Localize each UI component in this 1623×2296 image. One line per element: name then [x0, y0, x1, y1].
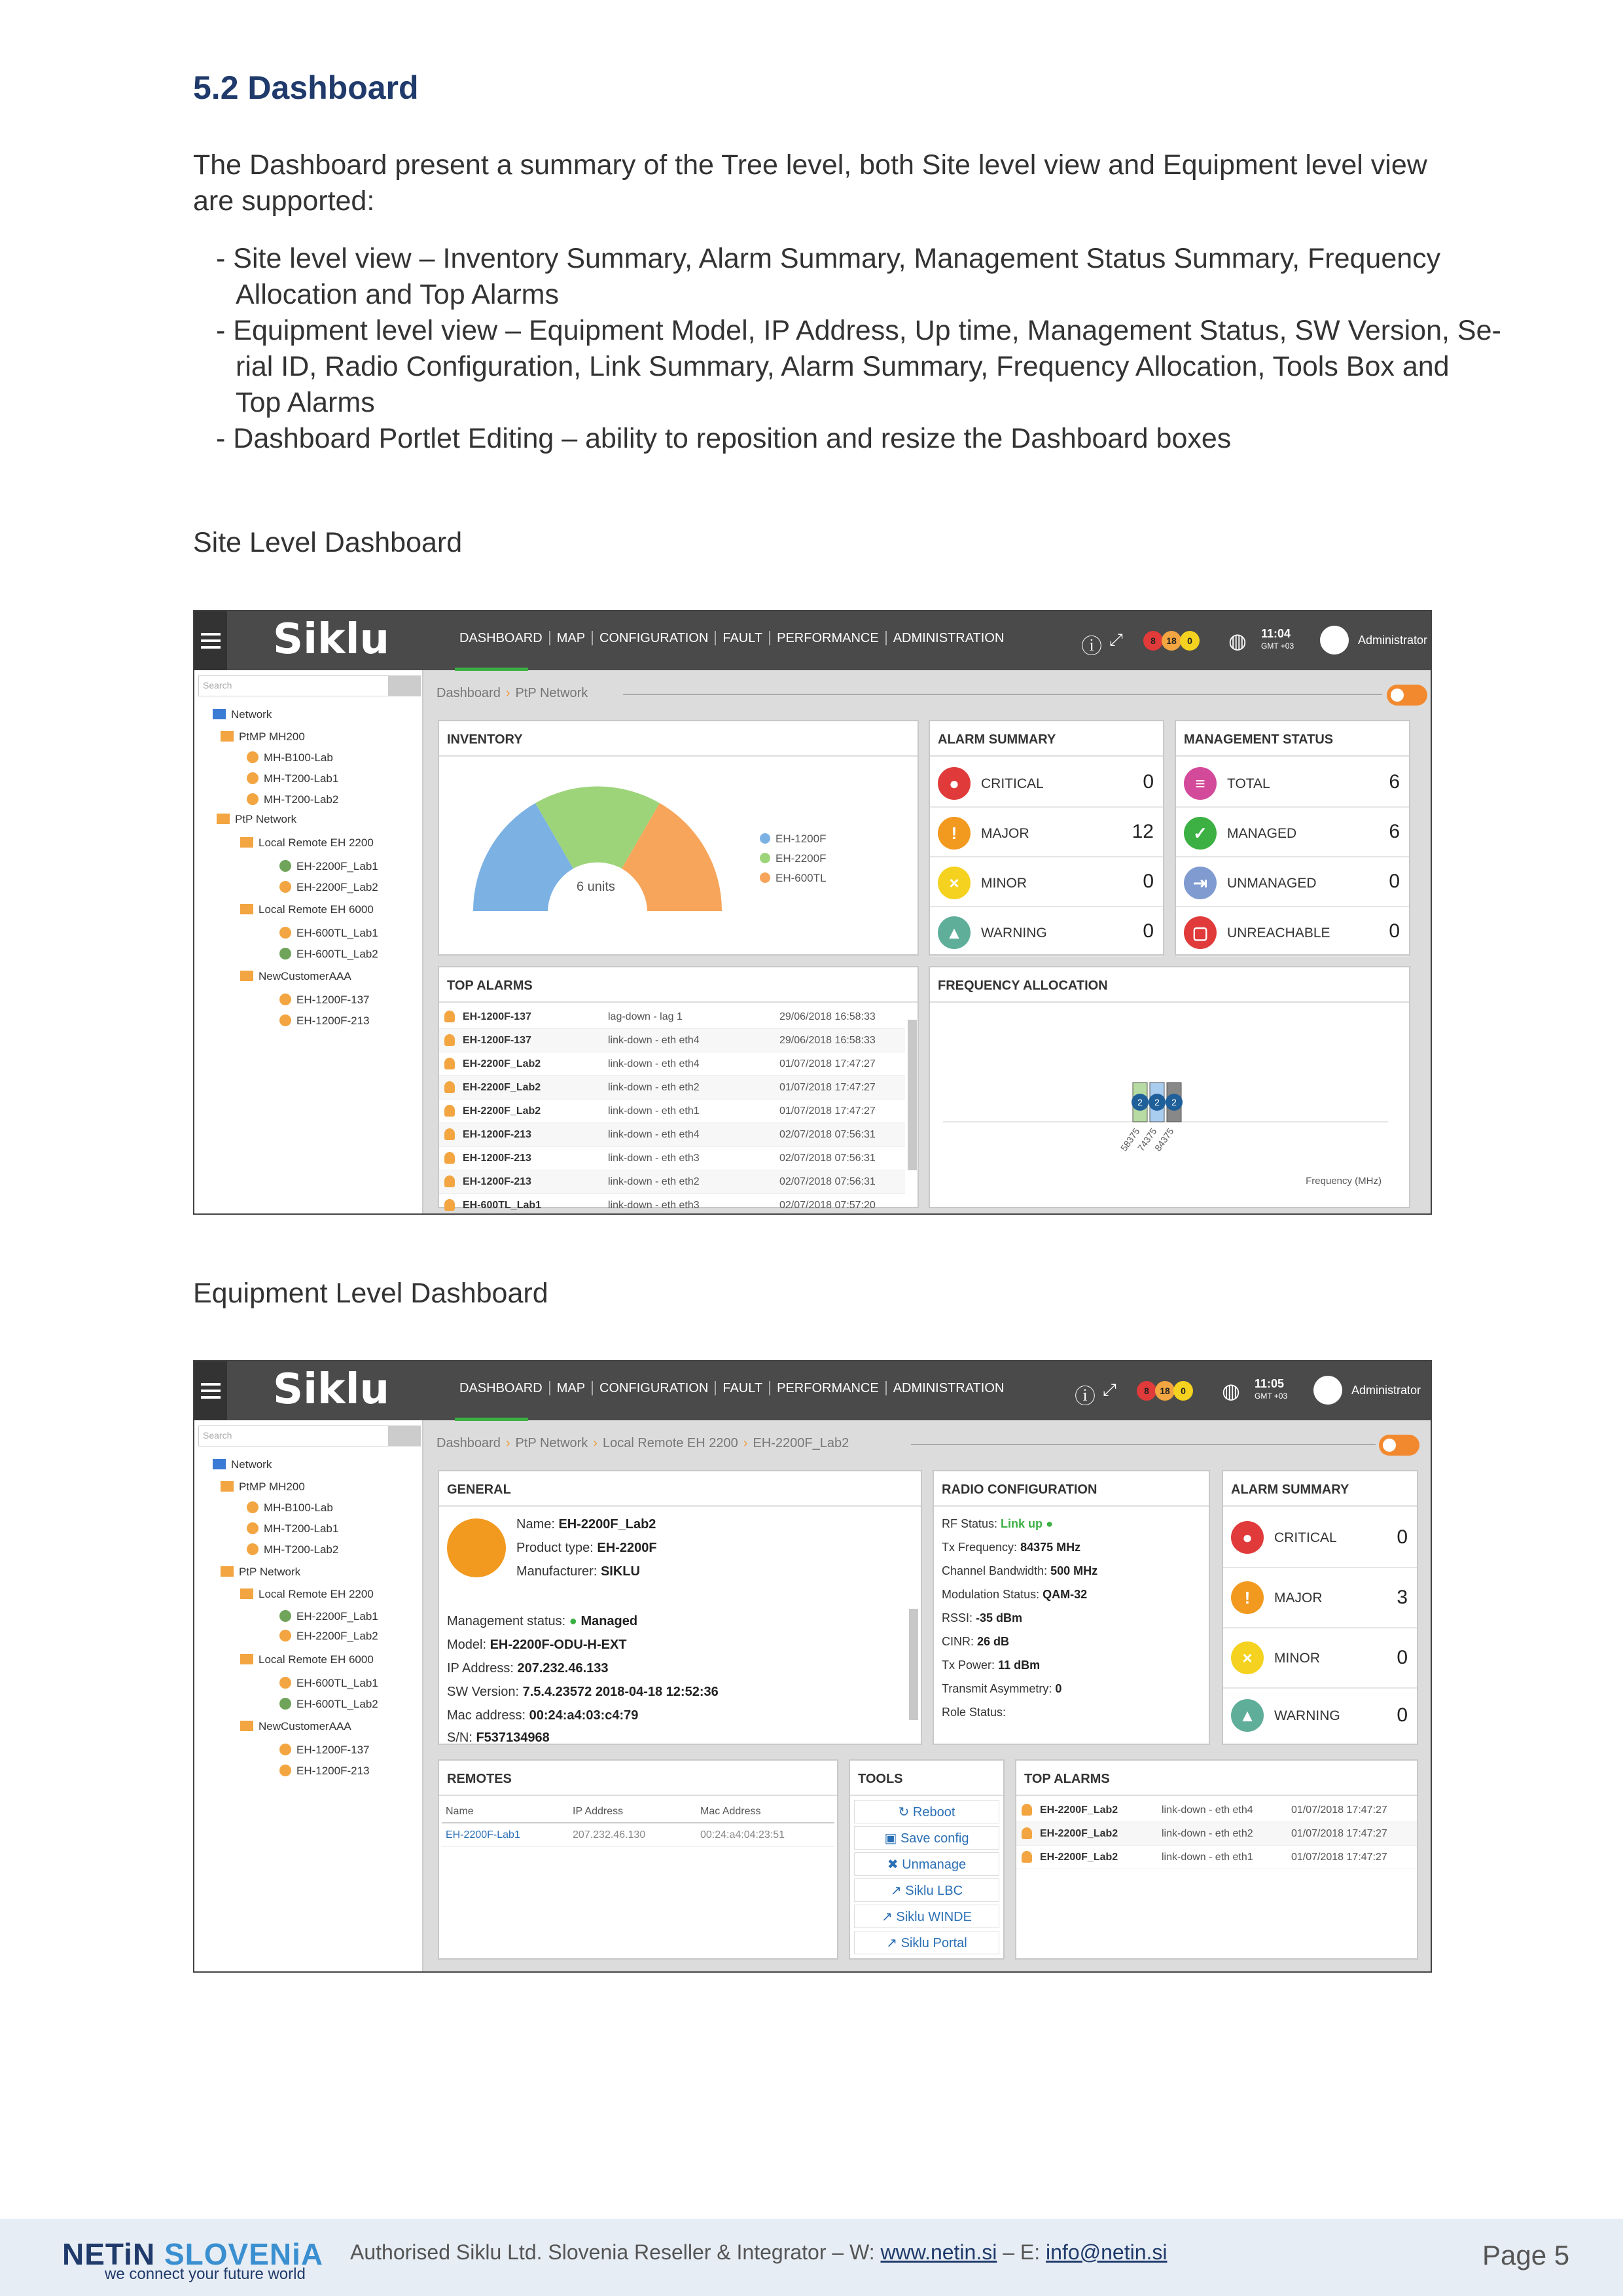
bell-icon: [444, 1152, 455, 1164]
exclamation-icon: !: [938, 817, 971, 850]
crumb-ptp-network[interactable]: PtP Network: [515, 1436, 588, 1450]
tree-eh1200f-137[interactable]: EH-1200F-137: [279, 994, 370, 1007]
alarm-description: link-down - eth eth4: [608, 1129, 700, 1140]
fullscreen-icon[interactable]: ⤢: [1103, 1380, 1116, 1399]
bell-icon: [444, 1175, 455, 1187]
crumb-dashboard[interactable]: Dashboard: [437, 686, 501, 700]
frequency-allocation-title: FREQUENCY ALLOCATION: [930, 967, 1409, 1003]
website-link[interactable]: www.netin.si: [880, 2240, 997, 2264]
siklu-logo: Siklu: [273, 615, 390, 664]
alarm-row-critical[interactable]: ● CRITICAL 0: [930, 758, 1163, 808]
legend-eh1200f: EH-1200F: [760, 829, 826, 849]
top-alarms-panel: [438, 966, 919, 1211]
alarm-timestamp: 01/07/2018 17:47:27: [1291, 1828, 1387, 1839]
alarm-row-critical[interactable]: ● CRITICAL 0: [1223, 1508, 1417, 1568]
siklu-lbc-link[interactable]: ↗ Siklu LBC: [854, 1878, 999, 1902]
check-icon: ●: [1046, 1517, 1053, 1530]
alarm-device: EH-1200F-213: [463, 1129, 531, 1140]
top-alarms-panel: [1015, 1759, 1418, 1960]
mgmt-row-unreachable[interactable]: ▢ UNREACHABLE 0: [1176, 907, 1409, 957]
freq-tick-label: 74375: [1135, 1126, 1159, 1153]
site-dashboard-screenshot: [193, 610, 1432, 1215]
user-name[interactable]: Administrator: [1351, 1384, 1421, 1397]
critical-badge[interactable]: 8: [1143, 631, 1163, 651]
bullet-equip-line2: rial ID, Radio Configuration, Link Summary, Alarm Summary, Frequency Allocation, Tools Box and: [236, 351, 1450, 382]
field-tx-power: Tx Power: 11 dBm: [942, 1659, 1041, 1672]
alarm-row-minor[interactable]: × MINOR 0: [930, 857, 1163, 907]
alarm-timestamp: 02/07/2018 07:56:31: [779, 1176, 876, 1187]
alarm-summary-title: ALARM SUMMARY: [930, 721, 1163, 757]
tree-mh-b100-lab[interactable]: MH-B100-Lab: [247, 751, 333, 764]
warning-icon: ▲: [1231, 1699, 1264, 1732]
scrollbar[interactable]: [909, 1609, 918, 1720]
general-panel: [438, 1470, 922, 1745]
warning-icon: ▲: [938, 916, 971, 949]
search-icon[interactable]: [388, 1426, 421, 1446]
inventory-title: INVENTORY: [439, 721, 918, 757]
tree-ptmp-mh200[interactable]: PtMP MH200: [221, 730, 305, 744]
management-status-title: MANAGEMENT STATUS: [1176, 721, 1409, 757]
bell-icon: [444, 1128, 455, 1140]
alarm-device: EH-1200F-137: [463, 1011, 531, 1022]
alarm-row-minor[interactable]: × MINOR 0: [1223, 1628, 1417, 1689]
freq-tick-label: 84375: [1152, 1126, 1176, 1153]
tree-newcustomeraaa[interactable]: NewCustomerAAA: [240, 970, 351, 983]
mgmt-row-unmanaged[interactable]: ⇥ UNMANAGED 0: [1176, 857, 1409, 907]
inventory-donut: [472, 780, 734, 924]
alarm-row-warning[interactable]: ▲ WARNING 0: [930, 907, 1163, 957]
field-serial: S/N: F537134968: [447, 1731, 550, 1745]
x-icon: ×: [1231, 1641, 1264, 1674]
bell-icon: [444, 1034, 455, 1046]
check-icon: ●: [569, 1614, 577, 1628]
tree-eh2200f-lab2[interactable]: EH-2200F_Lab2: [279, 881, 378, 894]
bullet-equip-line1: - Equipment level view – Equipment Model, IP Address, Up time, Management Status, SW Version, Se-: [216, 315, 1501, 346]
tree-mh-b100-lab[interactable]: MH-B100-Lab: [247, 1501, 333, 1515]
frequency-chart: [930, 1004, 1409, 1207]
clock-timezone: GMT +03: [1255, 1391, 1288, 1401]
alarm-device: EH-2200F_Lab2: [1040, 1852, 1118, 1863]
table-row[interactable]: [439, 1100, 905, 1123]
tree-local-remote-eh6000[interactable]: Local Remote EH 6000: [240, 1653, 374, 1666]
clock-time: 11:04: [1261, 627, 1291, 640]
alarm-device: EH-2200F_Lab2: [1040, 1828, 1118, 1839]
email-link[interactable]: info@netin.si: [1046, 2240, 1168, 2264]
freq-data-label: 2: [1154, 1097, 1160, 1107]
top-alarms-title: TOP ALARMS: [439, 967, 918, 1003]
save-icon: ▣: [884, 1831, 901, 1846]
breadcrumb-divider: [911, 1444, 1376, 1445]
field-channel-bandwidth: Channel Bandwidth: 500 MHz: [942, 1564, 1098, 1577]
field-modulation: Modulation Status: QAM-32: [942, 1588, 1088, 1601]
minor-badge[interactable]: 0: [1173, 1381, 1193, 1401]
alarm-timestamp: 29/06/2018 16:58:33: [779, 1011, 876, 1022]
exit-icon: ⇥: [1184, 867, 1217, 899]
globe-icon[interactable]: ◍: [1222, 1379, 1240, 1403]
alarm-description: link-down - eth eth4: [1162, 1804, 1253, 1816]
nav-configuration[interactable]: CONFIGURATION: [593, 1381, 716, 1395]
general-title: GENERAL: [439, 1471, 921, 1507]
section-heading: 5.2 Dashboard: [193, 69, 419, 106]
bell-icon: [444, 1011, 455, 1022]
alarm-timestamp: 01/07/2018 17:47:27: [779, 1082, 876, 1093]
field-rssi: RSSI: -35 dBm: [942, 1611, 1023, 1624]
field-management-status: Management status: ● Managed: [447, 1614, 638, 1628]
crumb-ptp-network[interactable]: PtP Network: [515, 686, 588, 700]
table-row[interactable]: [1016, 1822, 1417, 1846]
intro-paragraph: The Dashboard present a summary of the Tree level, both Site level view and Equipment level view are supported:: [193, 149, 1427, 217]
crumb-dashboard[interactable]: Dashboard: [437, 1436, 501, 1450]
tree-eh2200f-lab2[interactable]: EH-2200F_Lab2: [264, 1630, 419, 1643]
tree-newcustomeraaa[interactable]: NewCustomerAAA: [240, 1720, 351, 1733]
tools-title: TOOLS: [850, 1761, 1003, 1796]
nav-active-indicator: [455, 1418, 528, 1421]
bell-icon: ●: [1231, 1521, 1264, 1554]
siklu-logo: Siklu: [273, 1365, 390, 1414]
bullet-site-line1: - Site level view – Inventory Summary, Alarm Summary, Management Status Summary, Frequency: [216, 243, 1441, 274]
tree-eh600tl-lab1[interactable]: EH-600TL_Lab1: [279, 927, 378, 940]
table-row[interactable]: [439, 1052, 905, 1076]
bell-icon: [444, 1199, 455, 1211]
unreachable-icon: ▢: [1184, 916, 1217, 949]
field-manufacturer: Manufacturer: SIKLU: [516, 1564, 640, 1579]
nav-map[interactable]: MAP: [550, 631, 593, 645]
tree-mh-t200-lab1[interactable]: MH-T200-Lab1: [247, 772, 338, 785]
alarm-timestamp: 02/07/2018 07:56:31: [779, 1129, 876, 1140]
app-topbar: [194, 1361, 1431, 1420]
table-row[interactable]: [439, 1170, 905, 1194]
alarm-row-major[interactable]: ! MAJOR 12: [930, 808, 1163, 857]
radio-configuration-title: RADIO CONFIGURATION: [934, 1471, 1209, 1507]
alarm-summary-panel: [929, 720, 1164, 956]
table-row[interactable]: [1016, 1846, 1417, 1869]
alarm-description: link-down - eth eth3: [608, 1153, 700, 1164]
breadcrumb-divider: [623, 694, 1382, 695]
footer-text: Authorised Siklu Ltd. Slovenia Reseller & Integrator – W: www.netin.si – E: info@netin.si: [350, 2240, 1168, 2264]
alarm-timestamp: 29/06/2018 16:58:33: [779, 1035, 876, 1046]
nav-active-indicator: [455, 668, 528, 671]
table-row[interactable]: [1016, 1799, 1417, 1822]
alarm-row-warning[interactable]: ▲ WARNING 0: [1223, 1689, 1417, 1744]
alarm-description: lag-down - lag 1: [608, 1011, 683, 1022]
netin-tagline: we connect your future world: [105, 2265, 306, 2283]
refresh-icon: ↻: [898, 1805, 913, 1820]
alarm-description: link-down - eth eth2: [1162, 1828, 1253, 1839]
management-status-panel: [1175, 720, 1410, 956]
alarm-device: EH-600TL_Lab1: [463, 1200, 542, 1211]
tree-ptmp-mh200[interactable]: PtMP MH200: [221, 1480, 305, 1494]
menu-icon[interactable]: [194, 1361, 227, 1420]
tools-panel: [849, 1759, 1005, 1960]
alarm-description: link-down - eth eth4: [608, 1058, 700, 1069]
freq-data-label: 2: [1137, 1097, 1143, 1107]
field-tx-frequency: Tx Frequency: 84375 MHz: [942, 1541, 1081, 1554]
nav-fault[interactable]: FAULT: [716, 631, 770, 645]
alarm-device: EH-1200F-137: [463, 1035, 531, 1046]
table-row[interactable]: [439, 1029, 905, 1052]
tree-ptp-network[interactable]: PtP Network: [217, 813, 419, 826]
clock-time: 11:05: [1255, 1377, 1285, 1390]
main-nav: [453, 1381, 1010, 1396]
nav-dashboard[interactable]: DASHBOARD: [453, 631, 550, 645]
remotes-header-row: Name IP Address Mac Address: [442, 1800, 834, 1823]
crumb-equipment[interactable]: EH-2200F_Lab2: [753, 1436, 849, 1450]
table-row[interactable]: [439, 1194, 905, 1215]
app-topbar: [194, 611, 1431, 670]
user-name[interactable]: Administrator: [1358, 634, 1428, 647]
page-number: Page 5: [1482, 2240, 1570, 2270]
remotes-title: REMOTES: [439, 1761, 837, 1796]
network-tree-sidebar: [194, 670, 423, 1213]
site-dashboard-caption: Site Level Dashboard: [193, 527, 463, 558]
tree-eh2200f-lab1[interactable]: EH-2200F_Lab1: [279, 860, 378, 873]
bell-icon: ●: [938, 767, 971, 800]
remotes-table: [442, 1800, 834, 1847]
reboot-button[interactable]: ↻ Reboot: [854, 1800, 999, 1823]
globe-icon[interactable]: ◍: [1228, 629, 1247, 653]
tree-local-remote-eh2200[interactable]: Local Remote EH 2200: [240, 1588, 374, 1601]
alarm-device: EH-2200F_Lab2: [1040, 1804, 1118, 1816]
field-mac-address: Mac address: 00:24:a4:03:c4:79: [447, 1708, 639, 1723]
bell-icon: [444, 1105, 455, 1117]
alarm-description: link-down - eth eth1: [608, 1105, 700, 1117]
alarm-description: link-down - eth eth4: [608, 1035, 700, 1046]
inventory-panel: [438, 720, 919, 956]
alarm-description: link-down - eth eth3: [608, 1200, 700, 1211]
field-transmit-asymmetry: Transmit Asymmetry: 0: [942, 1682, 1062, 1695]
field-sw-version: SW Version: 7.5.4.23572 2018-04-18 12:52:36: [447, 1685, 719, 1699]
equipment-dashboard-caption: Equipment Level Dashboard: [193, 1278, 548, 1309]
user-avatar-icon[interactable]: [1313, 1376, 1342, 1405]
nav-performance[interactable]: PERFORMANCE: [770, 631, 887, 645]
alarm-row-major[interactable]: ! MAJOR 3: [1223, 1568, 1417, 1628]
tree-search-input[interactable]: Search: [198, 675, 389, 696]
nav-map[interactable]: MAP: [550, 1381, 593, 1395]
major-badge[interactable]: 18: [1155, 1381, 1175, 1401]
siklu-portal-link[interactable]: ↗ Siklu Portal: [854, 1931, 999, 1954]
field-rf-status: RF Status: Link up ●: [942, 1517, 1053, 1530]
nav-administration[interactable]: ADMINISTRATION: [893, 1381, 1005, 1395]
alarm-description: link-down - eth eth2: [608, 1176, 700, 1187]
close-icon: ✖: [887, 1857, 902, 1872]
bell-icon: [1022, 1851, 1032, 1863]
minor-badge[interactable]: 0: [1180, 631, 1200, 651]
tree-mh-t200-lab2[interactable]: MH-T200-Lab2: [247, 1543, 338, 1556]
alarm-description: link-down - eth eth1: [1162, 1852, 1253, 1863]
list-icon: ≡: [1184, 767, 1217, 800]
remotes-panel: [438, 1759, 838, 1960]
alarm-device: EH-1200F-213: [463, 1176, 531, 1187]
clock-timezone: GMT +03: [1261, 641, 1294, 651]
alarm-device: EH-2200F_Lab2: [463, 1082, 541, 1093]
alarm-summary-title: ALARM SUMMARY: [1223, 1471, 1417, 1507]
bell-icon: [1022, 1804, 1032, 1816]
crumb-local-remote[interactable]: Local Remote EH 2200: [602, 1436, 738, 1450]
legend-eh2200f: EH-2200F: [760, 849, 826, 869]
field-ip-address: IP Address: 207.232.46.133: [447, 1661, 609, 1676]
tree-mh-t200-lab2[interactable]: MH-T200-Lab2: [247, 793, 338, 806]
freq-tick-label: 58375: [1118, 1126, 1142, 1153]
critical-badge[interactable]: 8: [1137, 1381, 1156, 1401]
edit-lock-toggle[interactable]: [1379, 1435, 1419, 1456]
edit-lock-toggle[interactable]: [1387, 685, 1427, 706]
bell-icon: [1022, 1827, 1032, 1839]
table-row[interactable]: EH-2200F-Lab1 207.232.46.130 00:24:a4:04:23:51: [442, 1823, 834, 1847]
alarm-device: EH-2200F_Lab2: [463, 1105, 541, 1117]
breadcrumb: Dashboard › PtP Network: [437, 686, 588, 700]
main-nav: [453, 631, 1010, 646]
bell-icon: [444, 1081, 455, 1093]
alarm-description: link-down - eth eth2: [608, 1082, 700, 1093]
field-name: Name: EH-2200F_Lab2: [516, 1517, 656, 1532]
tree-search-input[interactable]: Search: [198, 1426, 389, 1446]
tree-network[interactable]: Network: [213, 1458, 272, 1471]
field-product-type: Product type: EH-2200F: [516, 1541, 657, 1555]
equipment-dashboard-screenshot: [193, 1360, 1432, 1973]
legend-eh600tl: EH-600TL: [760, 869, 826, 888]
tree-eh600tl-lab2[interactable]: EH-600TL_Lab2: [279, 948, 378, 961]
nav-administration[interactable]: ADMINISTRATION: [893, 631, 1005, 645]
check-icon: ✓: [1184, 817, 1217, 850]
nav-fault[interactable]: FAULT: [716, 1381, 770, 1395]
tree-eh1200f-137[interactable]: EH-1200F-137: [279, 1744, 370, 1757]
x-icon: ×: [938, 867, 971, 899]
table-row[interactable]: [439, 1123, 905, 1147]
external-link-icon: ↗: [886, 1936, 901, 1950]
breadcrumb: Dashboard › PtP Network › Local Remote EH 2200 › EH-2200F_Lab2: [437, 1436, 849, 1450]
alarm-device: EH-2200F_Lab2: [463, 1058, 541, 1069]
tree-mh-t200-lab1[interactable]: MH-T200-Lab1: [247, 1522, 338, 1535]
exclamation-icon: !: [1231, 1581, 1264, 1614]
field-role-status: Role Status:: [942, 1706, 1007, 1719]
alarm-timestamp: 02/07/2018 07:57:20: [779, 1200, 876, 1211]
tree-eh2200f-lab1[interactable]: EH-2200F_Lab1: [279, 1610, 378, 1623]
alarm-device: EH-1200F-213: [463, 1153, 531, 1164]
save-config-button[interactable]: ▣ Save config: [854, 1826, 999, 1850]
tree-eh1200f-213[interactable]: EH-1200F-213: [279, 1765, 370, 1778]
tree-local-remote-eh2200[interactable]: Local Remote EH 2200: [240, 836, 374, 850]
scrollbar[interactable]: [908, 1020, 917, 1170]
tree-network[interactable]: Network: [213, 708, 272, 721]
menu-icon[interactable]: [194, 611, 227, 670]
nav-dashboard[interactable]: DASHBOARD: [453, 1381, 550, 1395]
tree-eh600tl-lab2[interactable]: EH-600TL_Lab2: [279, 1698, 378, 1711]
tree-eh1200f-213[interactable]: EH-1200F-213: [279, 1014, 370, 1028]
top-alarms-title: TOP ALARMS: [1016, 1761, 1417, 1796]
table-row[interactable]: [439, 1005, 905, 1029]
frequency-allocation-panel: [929, 966, 1410, 1208]
bell-icon: [444, 1058, 455, 1069]
mgmt-row-managed[interactable]: ✓ MANAGED 6: [1176, 808, 1409, 857]
bullet-equip-line3: Top Alarms: [236, 387, 375, 418]
freq-axis-label: Frequency (MHz): [1306, 1175, 1382, 1187]
alarm-timestamp: 01/07/2018 17:47:27: [779, 1058, 876, 1069]
tree-local-remote-eh6000[interactable]: Local Remote EH 6000: [240, 903, 374, 916]
mgmt-row-total[interactable]: ≡ TOTAL 6: [1176, 758, 1409, 808]
table-row[interactable]: [439, 1076, 905, 1100]
external-link-icon: ↗: [890, 1884, 906, 1898]
unmanage-button[interactable]: ✖ Unmanage: [854, 1852, 999, 1876]
freq-data-label: 2: [1171, 1097, 1177, 1107]
info-icon[interactable]: ⓘ: [1075, 1384, 1096, 1408]
bullet-portlet: - Dashboard Portlet Editing – ability to reposition and resize the Dashboard boxes: [216, 423, 1232, 454]
alarm-summary-panel: [1222, 1470, 1418, 1745]
device-icon: [447, 1518, 506, 1577]
siklu-winde-link[interactable]: ↗ Siklu WINDE: [854, 1905, 999, 1928]
alarm-timestamp: 01/07/2018 17:47:27: [779, 1105, 876, 1117]
alarm-timestamp: 01/07/2018 17:47:27: [1291, 1804, 1387, 1816]
tree-eh600tl-lab1[interactable]: EH-600TL_Lab1: [279, 1677, 378, 1690]
user-avatar-icon[interactable]: [1320, 626, 1349, 655]
field-model: Model: EH-2200F-ODU-H-EXT: [447, 1638, 627, 1652]
radio-configuration-panel: [933, 1470, 1210, 1745]
field-cinr: CINR: 26 dB: [942, 1635, 1010, 1648]
top-alarms-table: [439, 1005, 905, 1215]
nav-configuration[interactable]: CONFIGURATION: [593, 631, 716, 645]
bullet-site-line2: Allocation and Top Alarms: [236, 279, 559, 310]
tree-ptp-network[interactable]: PtP Network: [221, 1566, 300, 1579]
fullscreen-icon[interactable]: ⤢: [1109, 630, 1123, 649]
inventory-legend: [760, 829, 826, 888]
network-tree-sidebar: [194, 1420, 423, 1971]
info-icon[interactable]: ⓘ: [1081, 634, 1103, 658]
alarm-timestamp: 02/07/2018 07:56:31: [779, 1153, 876, 1164]
search-icon[interactable]: [388, 675, 421, 696]
external-link-icon: ↗: [882, 1910, 897, 1924]
alarm-timestamp: 01/07/2018 17:47:27: [1291, 1852, 1387, 1863]
inventory-center-label: 6 units: [577, 880, 615, 894]
nav-performance[interactable]: PERFORMANCE: [770, 1381, 887, 1395]
netin-logo: NETiN SLOVENiA: [62, 2237, 324, 2271]
major-badge[interactable]: 18: [1162, 631, 1181, 651]
top-alarms-table: [1016, 1799, 1417, 1869]
table-row[interactable]: [439, 1147, 905, 1170]
